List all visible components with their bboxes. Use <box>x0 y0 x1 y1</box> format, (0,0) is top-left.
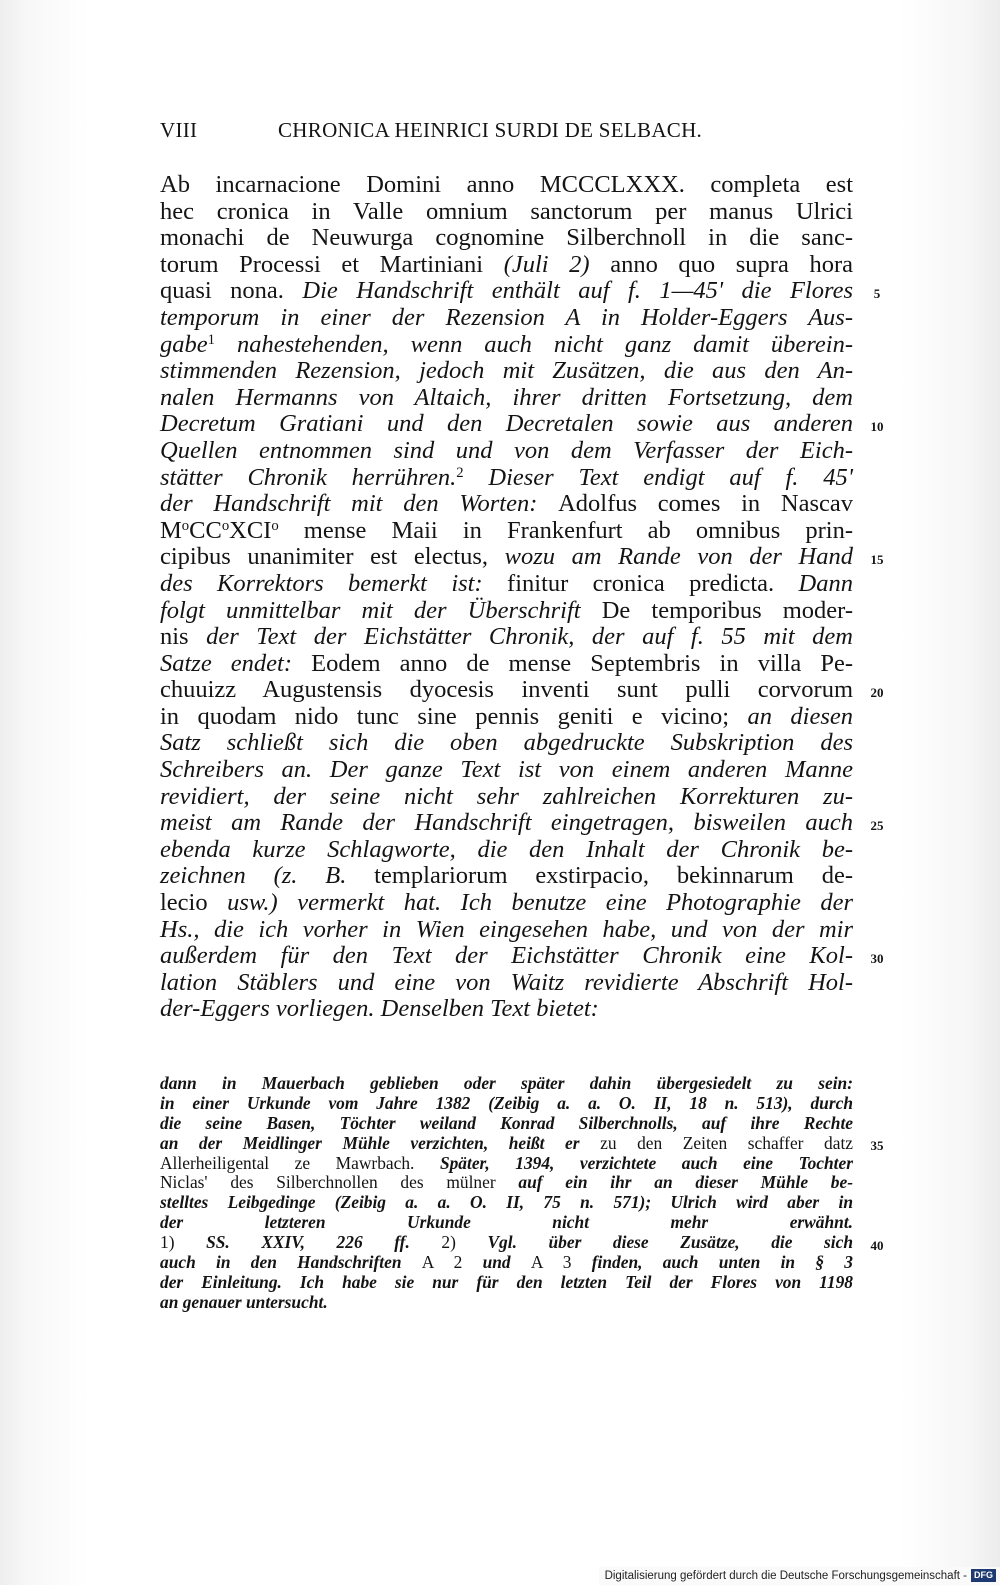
text-run: M <box>160 516 182 544</box>
margin-line-number: 35 <box>870 1138 884 1154</box>
text-run: 1) <box>160 1232 207 1253</box>
text-run: in einer Urkunde vom Jahre 1382 (Zeibig a. a. O. II, 18 n. 513), durch <box>160 1092 853 1113</box>
text-run: lation Stäblers und eine von Waitz revidierte Abschrift Hol- <box>160 968 853 996</box>
text-run: der-Eggers vorliegen. Denselben Text bietet: <box>160 995 599 1023</box>
text-line <box>160 704 853 731</box>
text-run: anno quo supra hora <box>589 250 853 278</box>
page-number: VIII <box>160 118 198 142</box>
footnote-line <box>160 1154 853 1174</box>
text-run: Eodem anno de mense Septembris in villa Pe- <box>311 649 854 677</box>
text-run: Ab incarnacione Domini anno MCCCLXXX. completa est <box>160 171 853 198</box>
text-line <box>160 863 853 890</box>
superscript: o <box>271 517 279 534</box>
text-line <box>160 518 853 545</box>
credit-text: Digitalisierung gefördert durch die Deutsche Forschungsgemeinschaft - <box>604 1570 967 1582</box>
text-run: 2) <box>409 1232 488 1253</box>
text-run: lecio <box>160 889 228 917</box>
footnote-line <box>160 1094 853 1114</box>
text-line <box>160 784 853 811</box>
margin-line-number: 40 <box>870 1237 884 1253</box>
text-run: an der Meidlinger Mühle verzichten, heißt er <box>160 1132 601 1153</box>
superscript: 1 <box>207 331 215 348</box>
text-line <box>160 278 853 305</box>
text-run: finden, auch unten in § 3 <box>591 1252 853 1273</box>
text-line <box>160 730 853 757</box>
text-run: der Handschrift mit den Worten: <box>160 490 559 518</box>
text-line <box>160 837 853 864</box>
footnote-line <box>160 1193 853 1213</box>
text-run: revidiert, der seine nicht sehr zahlreichen Korrekturen zu- <box>160 782 853 810</box>
text-run: cipibus unanimiter est electus, <box>160 543 505 571</box>
text-run: quasi nona. <box>160 277 303 305</box>
text-line <box>160 465 853 492</box>
text-run: hec cronica in Valle omnium sanctorum per manus Ulrici <box>160 197 853 225</box>
text-run: stätter Chronik herrühren. <box>160 463 457 491</box>
footnote-line <box>160 1074 853 1094</box>
text-run: monachi de Neuwurga cognomine Silberchnoll in die sanc- <box>160 224 853 252</box>
text-line <box>160 917 853 944</box>
text-line <box>160 411 853 438</box>
text-run: der letzteren Urkunde nicht mehr erwähnt. <box>160 1212 853 1233</box>
text-run: nalen Hermanns von Altaich, ihrer dritten Fortsetzung, dem <box>160 383 853 411</box>
text-run: in quodam nido tunc sine pennis geniti e vicino; <box>160 702 748 730</box>
text-run: (Juli 2) <box>503 250 590 278</box>
text-run: torum Processi et Martiniani <box>160 250 504 278</box>
text-run: zu den Zeiten schaffer datz <box>600 1132 853 1153</box>
footnote-line <box>160 1173 853 1193</box>
text-line <box>160 757 853 784</box>
text-line <box>160 571 853 598</box>
text-line <box>160 172 853 199</box>
text-run: Quellen entnommen sind und von dem Verfasser der Eich- <box>160 436 853 464</box>
footnote-line <box>160 1233 853 1253</box>
text-run: templariorum exstirpacio, bekinnarum de- <box>374 862 853 890</box>
text-run: der Einleitung. Ich habe sie nur für den letzten Teil der Flores von 1198 <box>160 1271 853 1292</box>
footnote-line <box>160 1134 853 1154</box>
text-line <box>160 943 853 970</box>
text-line <box>160 385 853 412</box>
text-run: außerdem für den Text der Eichstätter Chronik eine Kol- <box>160 942 853 970</box>
margin-line-number: 15 <box>870 552 884 568</box>
running-title: CHRONICA HEINRICI SURDI DE SELBACH. <box>278 118 703 142</box>
text-line <box>160 677 853 704</box>
text-line <box>160 970 853 997</box>
margin-line-number: 25 <box>870 818 884 834</box>
text-run: stimmenden Rezension, jedoch mit Zusätzen, die aus den An- <box>160 357 853 385</box>
text-run: die seine Basen, Töchter weiland Konrad Silberchnolls, auf ihre Rechte <box>160 1112 853 1133</box>
text-line <box>160 651 853 678</box>
text-line <box>160 491 853 518</box>
text-run: Adolfus comes in Nascav <box>558 490 853 518</box>
text-run: Decretum Gratiani und den Decretalen sowie aus anderen <box>160 410 853 438</box>
text-run: folgt unmittelbar mit der Überschrift <box>160 596 602 624</box>
text-run: Vgl. über diese Zusätze, die sich <box>487 1232 853 1253</box>
margin-line-number: 20 <box>870 685 884 701</box>
text-run: der Text der Eichstätter Chronik, der auf f. 55 mit dem <box>206 623 853 651</box>
text-run: SS. XXIV, 226 ff. <box>206 1232 410 1253</box>
text-run: A 2 <box>421 1252 483 1273</box>
superscript: o <box>181 517 190 534</box>
text-run: an genauer untersucht. <box>160 1291 328 1312</box>
text-run: auch in den Handschriften <box>160 1252 422 1273</box>
text-run: A 3 <box>530 1252 592 1273</box>
text-run: nahestehenden, wenn auch nicht ganz damit überein- <box>214 330 853 358</box>
text-run: XCI <box>229 516 272 544</box>
text-run: ebenda kurze Schlagworte, die den Inhalt der Chronik be- <box>160 835 853 863</box>
superscript: 2 <box>456 464 464 481</box>
text-run: Niclas' des Silberchnollen des mülner <box>160 1172 519 1193</box>
text-run: Dann <box>798 569 853 597</box>
text-run: stelltes Leibgedinge (Zeibig a. a. O. II, 75 n. 571); Ulrich wird aber in <box>160 1192 853 1213</box>
footnote-line <box>160 1273 853 1293</box>
text-run: Allerheiligental ze Mawrbach. <box>160 1152 440 1173</box>
text-run: chuuizz Augustensis dyocesis inventi sunt pulli corvorum <box>160 676 853 704</box>
text-run: meist am Rande der Handschrift eingetragen, bisweilen auch <box>160 809 853 837</box>
text-run: nis <box>160 623 207 651</box>
text-line <box>160 810 853 837</box>
footnote-line <box>160 1293 853 1313</box>
text-run: gabe <box>160 330 208 358</box>
text-run: wozu am Rande von der Hand <box>504 543 853 571</box>
text-run: zeichnen (z. B. <box>160 862 375 890</box>
text-line <box>160 544 853 571</box>
text-run: De temporibus moder- <box>601 596 853 624</box>
dfg-logo: DFG <box>971 1569 996 1582</box>
text-run: Die Handschrift enthält auf f. 1—45' die Flores <box>302 277 853 305</box>
superscript: o <box>221 517 230 534</box>
text-run: Hs., die ich vorher in Wien eingesehen habe, und von der mir <box>160 915 853 943</box>
margin-line-number: 5 <box>873 286 881 302</box>
text-line <box>160 199 853 226</box>
text-run: Satze endet: <box>160 649 312 677</box>
text-run: auf ein ihr an dieser Mühle be- <box>518 1172 853 1193</box>
footnote-line <box>160 1213 853 1233</box>
digitization-credit <box>599 1567 1000 1585</box>
text-run: Satz schließt sich die oben abgedruckte Subskription des <box>160 729 853 757</box>
text-line <box>160 305 853 332</box>
text-run: usw.) vermerkt hat. Ich benutze eine Photographie der <box>227 889 853 917</box>
footnotes <box>160 1074 853 1313</box>
footnote-line <box>160 1253 853 1273</box>
text-run: Später, 1394, verzichtete auch eine Tochter <box>439 1152 854 1173</box>
text-line <box>160 624 853 651</box>
text-line <box>160 252 853 279</box>
text-line <box>160 438 853 465</box>
text-run: finitur cronica predicta. <box>507 569 799 597</box>
margin-line-number: 10 <box>870 419 884 435</box>
text-run: Schreibers an. Der ganze Text ist von einem anderen Manne <box>160 756 853 784</box>
footnote-line <box>160 1114 853 1134</box>
text-line <box>160 332 853 359</box>
text-run: an diesen <box>747 702 853 730</box>
text-line <box>160 225 853 252</box>
text-run: Dieser Text endigt auf f. 45' <box>463 463 853 491</box>
main-text <box>160 172 853 1023</box>
text-line <box>160 598 853 625</box>
margin-line-number: 30 <box>870 951 884 967</box>
text-run: mense Maii in Frankenfurt ab omnibus prin- <box>278 516 853 544</box>
text-run: temporum in einer der Rezension A in Holder-Eggers Aus- <box>160 303 853 331</box>
text-line <box>160 358 853 385</box>
text-run: des Korrektors bemerkt ist: <box>160 569 508 597</box>
text-run: und <box>482 1252 531 1273</box>
text-run: CC <box>189 516 222 544</box>
text-run: dann in Mauerbach geblieben oder später dahin übergesiedelt zu sein: <box>160 1073 853 1093</box>
text-line <box>160 890 853 917</box>
text-line <box>160 996 853 1023</box>
